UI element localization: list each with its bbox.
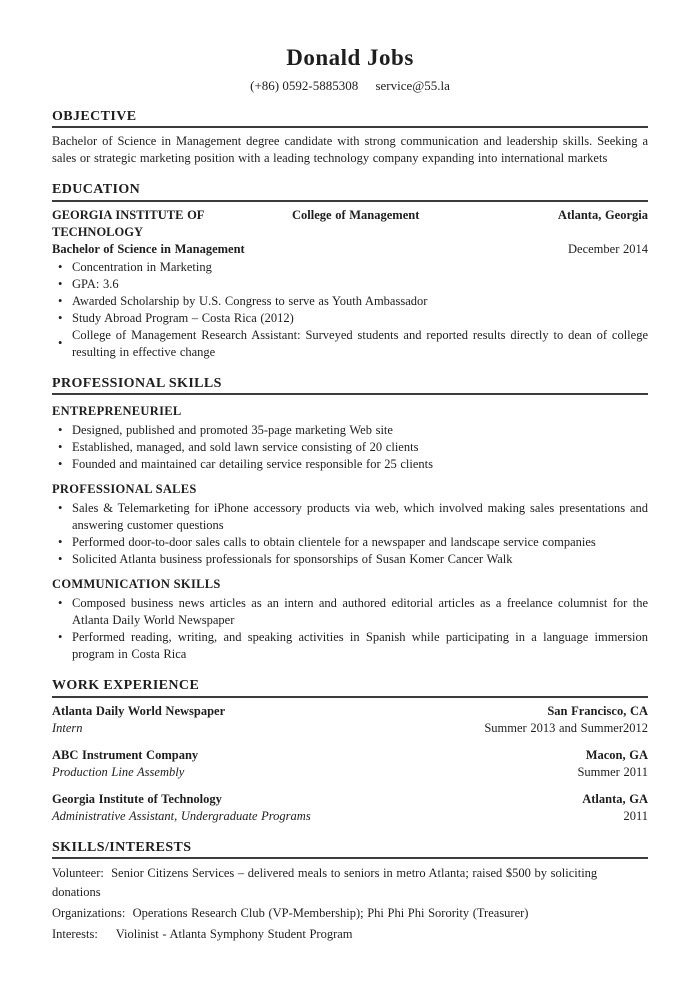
list-item-text: College of Management Research Assistant: Surveyed students and reported results directly to dean of college resulting in effective change xyxy=(72,327,648,359)
skill-group-professional-sales xyxy=(52,481,648,568)
list-item-text: Concentration in Marketing xyxy=(72,259,212,274)
list-item xyxy=(52,422,648,439)
list-item-text: GPA: 3.6 xyxy=(72,276,119,291)
section-professional-skills xyxy=(52,375,648,664)
list-item-text: Sales & Telemarketing for iPhone accessory products via web, which involved making sales presentations and answering customer questions xyxy=(72,501,648,533)
skill-group-communication-skills xyxy=(52,576,648,663)
email-address: service@55.la xyxy=(375,77,450,93)
objective-text: Bachelor of Science in Management degree candidate with strong communication and leadership skills. Seeking a sales or strategic marketing position with a leading technology company expanding into international markets xyxy=(52,134,648,166)
education-title: EDUCATION xyxy=(52,181,648,202)
school-location: Atlanta, Georgia xyxy=(557,207,648,222)
job-title: Production Line Assembly xyxy=(52,764,185,779)
skill-group-heading: PROFESSIONAL SALES xyxy=(52,482,197,497)
skill-group-bullets xyxy=(52,422,648,473)
list-item xyxy=(52,439,648,456)
bullet-icon: • xyxy=(58,276,63,291)
list-item-text: Founded and maintained car detailing service responsible for 25 clients xyxy=(72,457,433,472)
bullet-icon: • xyxy=(58,552,63,567)
education-degree-row xyxy=(52,241,648,258)
company-name: Atlanta Daily World Newspaper xyxy=(52,703,226,718)
list-item xyxy=(52,293,648,310)
company-location: San Francisco, CA xyxy=(547,703,648,718)
bullet-icon: • xyxy=(58,423,63,438)
list-item xyxy=(52,629,648,663)
person-name: Donald Jobs xyxy=(286,45,414,70)
section-work-experience xyxy=(52,677,648,825)
company-location: Macon, GA xyxy=(585,747,648,762)
interests-line: Interests: Violinist - Atlanta Symphony Student Program xyxy=(52,927,353,942)
job-dates: Summer 2013 and Summer2012 xyxy=(484,720,648,735)
skill-group-bullets xyxy=(52,500,648,568)
bullet-icon: • xyxy=(58,440,63,455)
skill-group-heading: ENTREPRENEURIEL xyxy=(52,404,182,419)
company-location: Atlanta, GA xyxy=(582,791,648,806)
list-item-text: Composed business news articles as an intern and authored editorial articles as a freelance columnist for the Atlanta Daily World Newspaper xyxy=(72,596,648,628)
skill-group-entrepreneuriel xyxy=(52,403,648,473)
professional-skills-title: PROFESSIONAL SKILLS xyxy=(52,375,648,396)
list-item-text: Study Abroad Program – Costa Rica (2012) xyxy=(72,310,294,325)
bullet-icon: • xyxy=(58,259,63,274)
objective-title: OBJECTIVE xyxy=(52,108,648,129)
college-name: College of Management xyxy=(292,207,420,222)
organizations-line: Organizations: Operations Research Club (VP-Membership); Phi Phi Phi Sorority (Treasurer) xyxy=(52,906,529,921)
list-item-text: Awarded Scholarship by U.S. Congress to serve as Youth Ambassador xyxy=(72,293,428,308)
volunteer-line: Volunteer: Senior Citizens Services – delivered meals to seniors in metro Atlanta; raised $500 by soliciting donations xyxy=(52,866,601,900)
company-name: Georgia Institute of Technology xyxy=(52,791,222,806)
work-entry xyxy=(52,791,648,825)
work-entry-row xyxy=(52,808,648,825)
list-item xyxy=(52,456,648,473)
work-entry-row xyxy=(52,791,648,808)
list-item xyxy=(52,534,648,551)
list-item xyxy=(52,595,648,629)
list-item-text: Designed, published and promoted 35-page marketing Web site xyxy=(72,423,393,438)
list-item xyxy=(52,327,648,361)
bullet-icon: • xyxy=(58,630,63,645)
skills-interests-title: SKILLS/INTERESTS xyxy=(52,839,648,860)
education-header-row xyxy=(52,207,648,241)
bullet-icon: • xyxy=(58,310,63,325)
work-experience-title: WORK EXPERIENCE xyxy=(52,677,648,698)
job-title: Intern xyxy=(52,720,83,735)
section-education xyxy=(52,181,648,361)
work-entry xyxy=(52,747,648,781)
section-objective xyxy=(52,108,648,168)
work-entry xyxy=(52,703,648,737)
list-item xyxy=(52,310,648,327)
skill-group-bullets xyxy=(52,595,648,663)
skill-group-heading: COMMUNICATION SKILLS xyxy=(52,577,221,592)
job-title: Administrative Assistant, Undergraduate Programs xyxy=(52,808,311,823)
list-item xyxy=(52,276,648,293)
work-entry-row xyxy=(52,720,648,737)
bullet-icon: • xyxy=(58,596,63,611)
school-name: GEORGIA INSTITUTE OF TECHNOLOGY xyxy=(52,207,204,239)
bullet-icon: • xyxy=(58,457,63,472)
bullet-icon: • xyxy=(58,293,63,308)
bullet-icon: • xyxy=(58,336,63,351)
graduation-date: December 2014 xyxy=(568,241,648,256)
education-bullets xyxy=(52,259,648,361)
section-skills-interests xyxy=(52,839,648,945)
list-item-text: Solicited Atlanta business professionals for sponsorships of Susan Komer Cancer Walk xyxy=(72,552,513,567)
list-item-text: Established, managed, and sold lawn service consisting of 20 clients xyxy=(72,440,419,455)
contact-line xyxy=(52,77,648,94)
list-item xyxy=(52,500,648,534)
bullet-icon: • xyxy=(58,535,63,550)
list-item-text: Performed door-to-door sales calls to obtain clientele for a newspaper and landscape service companies xyxy=(72,535,596,550)
bullet-icon: • xyxy=(58,501,63,516)
list-item-text: Performed reading, writing, and speaking activities in Spanish while participating in a language immersion program in Costa Rica xyxy=(72,630,648,662)
work-entry-row xyxy=(52,703,648,720)
phone-number: (+86) 0592-5885308 xyxy=(250,77,359,93)
list-item xyxy=(52,259,648,276)
work-entry-row xyxy=(52,747,648,764)
company-name: ABC Instrument Company xyxy=(52,747,199,762)
work-entry-row xyxy=(52,764,648,781)
job-dates: 2011 xyxy=(623,808,648,823)
degree-name: Bachelor of Science in Management xyxy=(52,241,245,256)
job-dates: Summer 2011 xyxy=(577,764,648,779)
list-item xyxy=(52,551,648,568)
